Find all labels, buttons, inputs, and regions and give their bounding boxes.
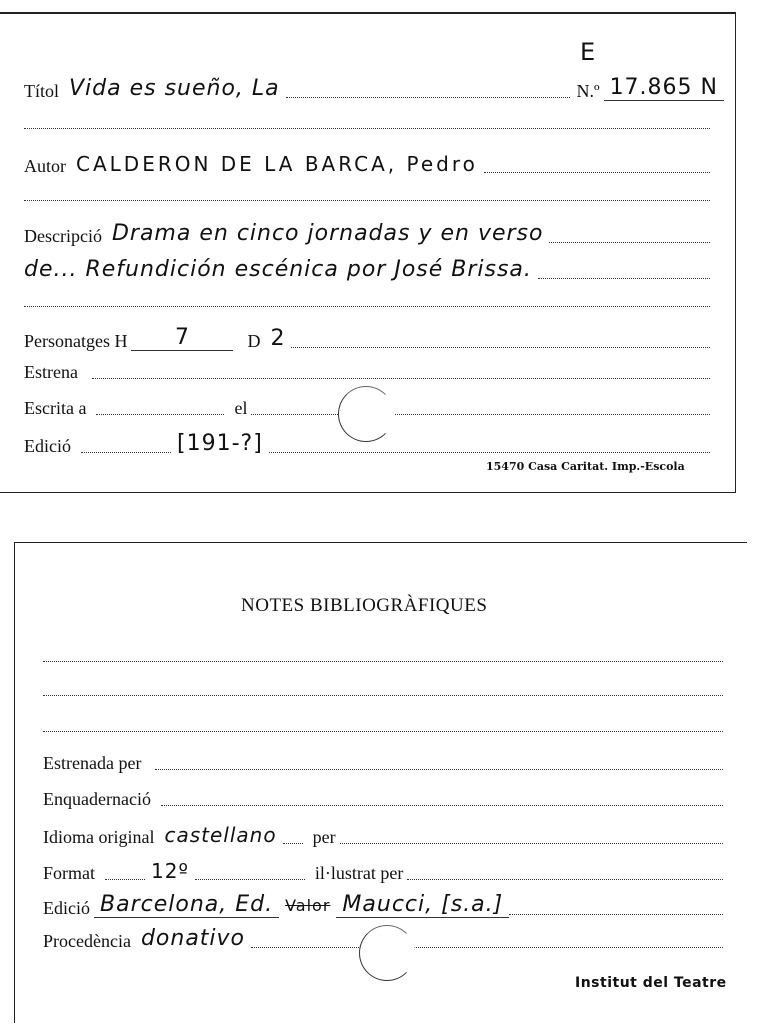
edicio-back-value-b: Maucci, [s.a.] — [336, 893, 509, 918]
estrenada-line — [155, 767, 723, 770]
blank-line — [43, 729, 723, 732]
descripcio-line — [538, 276, 710, 279]
descripcio-line1: Drama en cinco jornadas y en verso — [111, 221, 544, 246]
format-line-a — [105, 877, 145, 880]
enquadernacio-row — [43, 789, 723, 809]
punch-hole — [359, 925, 415, 981]
catalog-card-front — [0, 12, 736, 493]
blank-line — [43, 693, 723, 696]
illustrat-line — [407, 877, 723, 880]
idioma-line — [283, 841, 303, 844]
idioma-row — [43, 823, 723, 847]
idioma-value: castellano — [164, 823, 277, 847]
blank-line — [43, 659, 723, 662]
format-value: 12º — [151, 859, 189, 883]
escrita-label: Escrita a — [24, 398, 87, 418]
estrenada-label: Estrenada per — [43, 753, 142, 773]
personatges-d-label: D — [247, 331, 261, 351]
autor-row — [24, 152, 710, 176]
descripcio-line2: de... Refundición escénica por José Brissa. — [24, 257, 532, 282]
personatges-label: Personatges H — [24, 331, 128, 351]
autor-line — [484, 170, 710, 173]
titol-value: Vida es sueño, La — [69, 76, 280, 101]
descripcio-row-2 — [24, 258, 710, 282]
idioma-label: Idioma original — [43, 827, 155, 847]
escrita-line — [96, 412, 224, 415]
descripcio-row — [24, 222, 710, 246]
titol-label: Títol — [24, 81, 59, 101]
notes-heading: NOTES BIBLIOGRÀFIQUES — [241, 595, 488, 616]
descripcio-label: Descripció — [24, 226, 102, 246]
autor-value: CALDERON DE LA BARCA, Pedro — [76, 152, 478, 176]
edicio-back-label: Edició — [43, 898, 90, 918]
personatges-h: 7 — [131, 326, 233, 351]
idioma-per-label: per — [312, 827, 336, 847]
descripcio-line — [549, 240, 710, 243]
printer-imprint: 15470 Casa Caritat. Imp.-Escola — [486, 460, 685, 473]
edicio-back-strike: Valor — [285, 896, 331, 915]
illustrat-label: il·lustrat per — [314, 863, 404, 883]
estrenada-row — [43, 753, 723, 773]
edicio-back-value-a: Barcelona, Ed. — [94, 893, 279, 918]
blank-line — [24, 126, 710, 129]
personatges-line — [291, 345, 710, 348]
edicio-value: [191-?] — [177, 431, 263, 456]
catalog-card-back — [14, 542, 747, 1023]
estrena-line — [92, 376, 710, 379]
institution-name: Institut del Teatre — [575, 975, 727, 991]
num-label: N.º — [576, 81, 600, 101]
personatges-d: 2 — [270, 326, 286, 351]
procedencia-label: Procedència — [43, 931, 131, 951]
edicio-label: Edició — [24, 436, 71, 456]
format-row — [43, 859, 723, 883]
procedencia-line — [251, 945, 723, 948]
procedencia-value: donativo — [140, 926, 246, 951]
punch-hole — [338, 386, 394, 442]
estrena-row — [24, 362, 710, 382]
titol-line — [286, 95, 571, 98]
format-line-b — [195, 877, 305, 880]
idioma-per-line — [340, 841, 723, 844]
enquadernacio-label: Enquadernació — [43, 789, 151, 809]
escrita-el-line — [251, 412, 710, 415]
blank-line — [24, 304, 710, 307]
blank-line — [24, 198, 710, 201]
enquadernacio-line — [161, 803, 723, 806]
autor-label: Autor — [24, 156, 66, 176]
edicio-back-line — [509, 912, 723, 915]
num-value: 17.865 N — [604, 76, 724, 101]
edicio-line-2 — [269, 450, 710, 453]
escrita-el-label: el — [234, 398, 248, 418]
estrena-label: Estrena — [24, 362, 78, 382]
edicio-back-row — [43, 893, 723, 918]
titol-row — [24, 76, 724, 101]
personatges-row — [24, 326, 710, 351]
format-label: Format — [43, 863, 95, 883]
num-mark: E — [580, 38, 596, 66]
edicio-line — [81, 450, 171, 453]
